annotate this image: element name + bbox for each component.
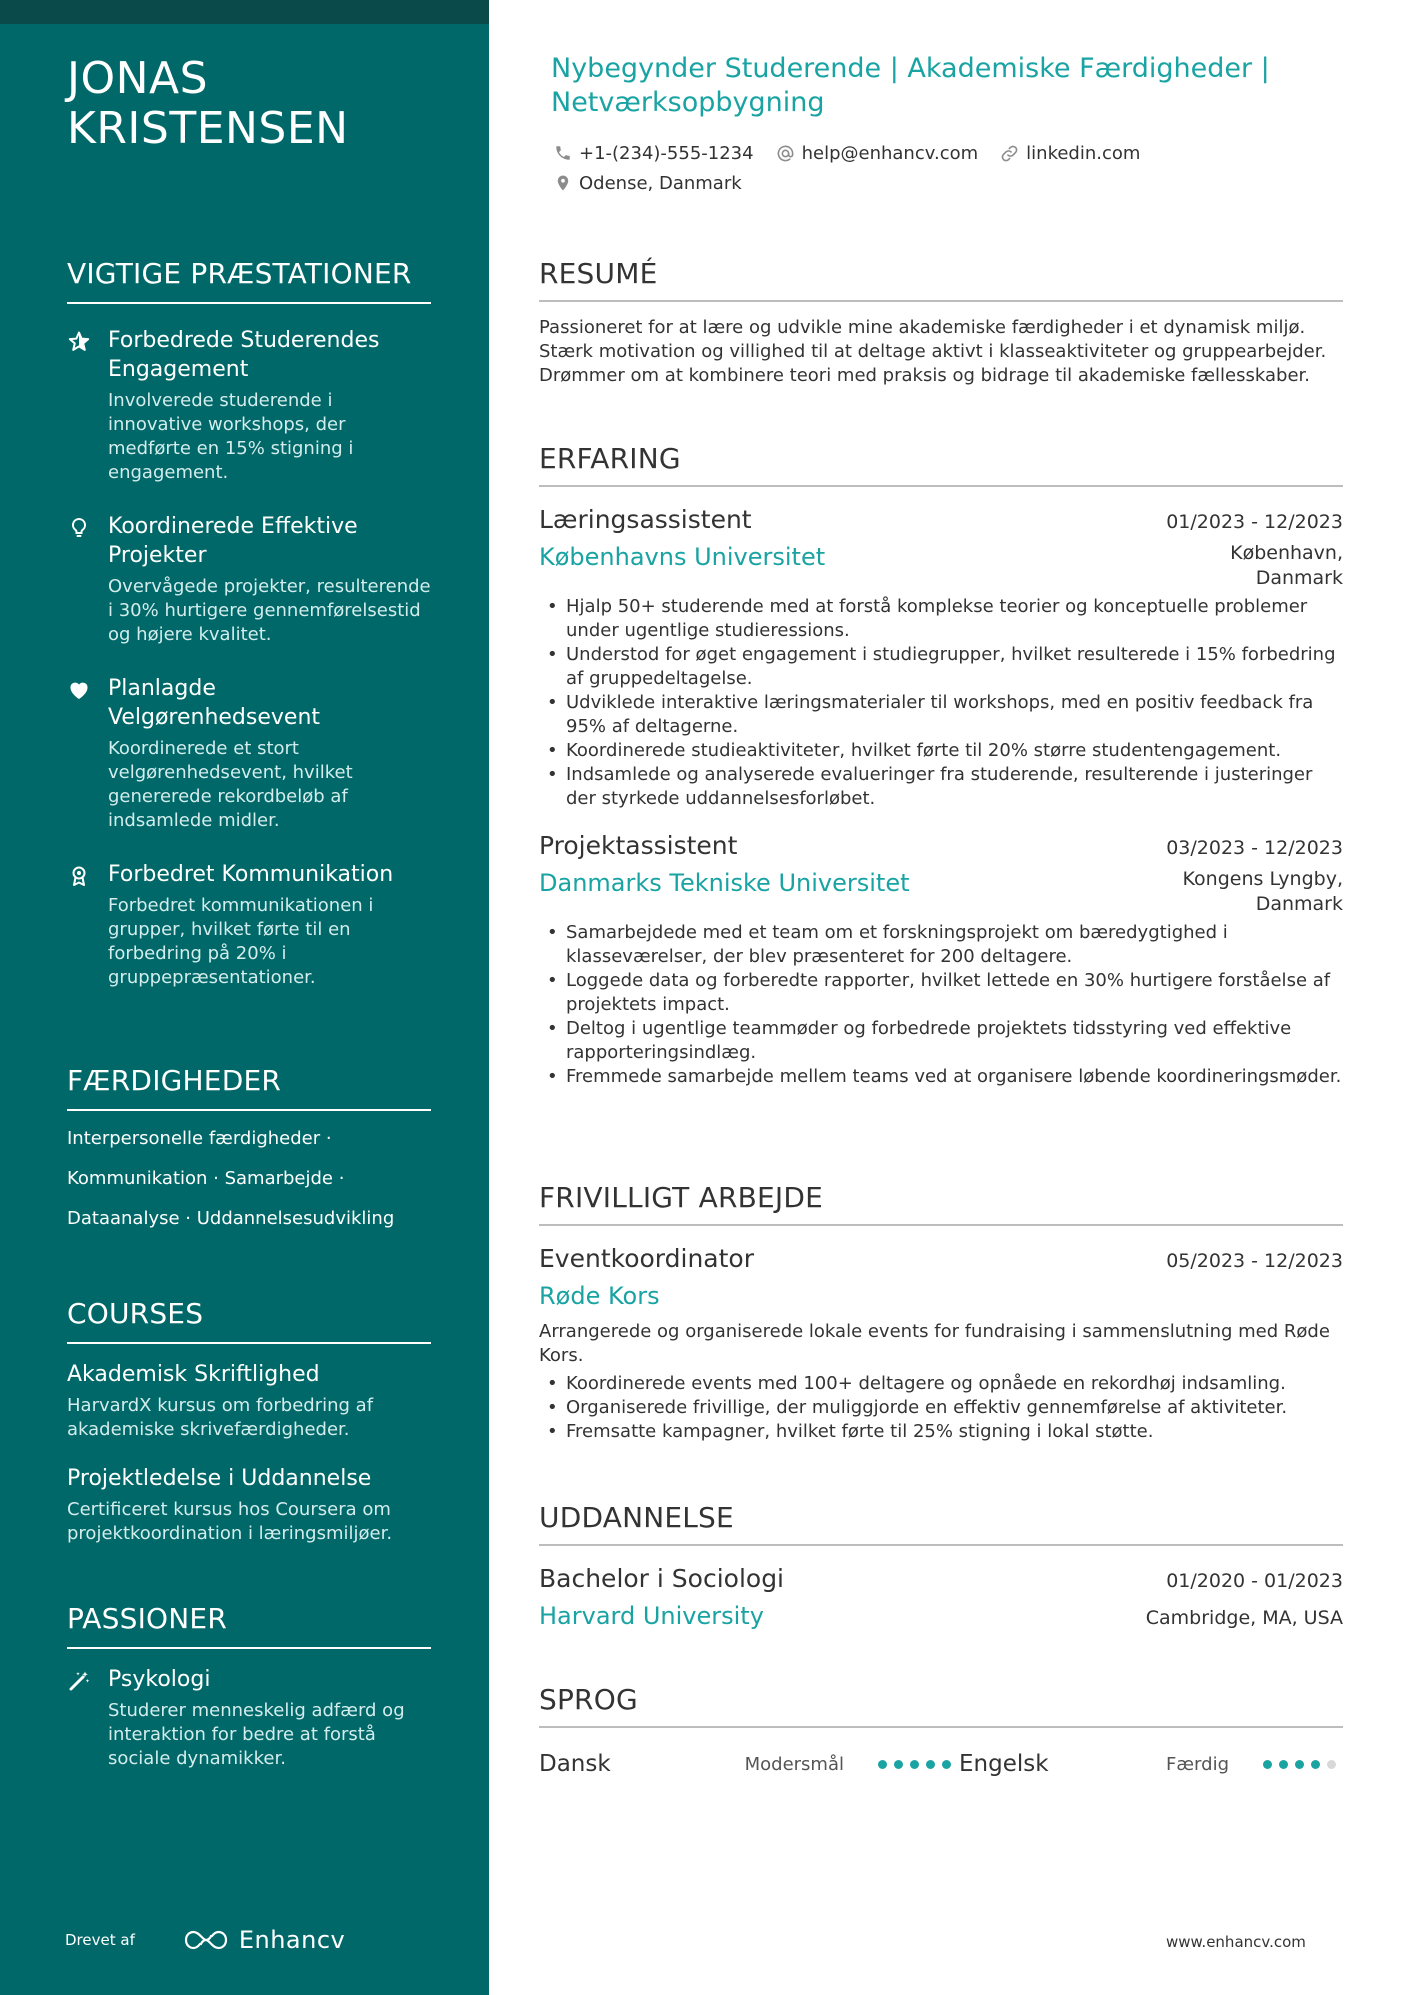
achievement-desc: Koordinerede et stort velgørenhedsevent, hvilket genererede rekordbeløb af indsamlede midler. <box>108 738 353 831</box>
skills-section <box>67 1063 431 1239</box>
rating-dot-filled <box>910 1760 919 1769</box>
volunteer-section <box>539 1180 1343 1444</box>
footer-url[interactable]: www.enhancv.com <box>1166 1933 1306 1951</box>
job-bullets <box>539 921 1343 1089</box>
job-location-line: Kongens Lyngby, <box>1182 868 1343 890</box>
passions-title: PASSIONER <box>67 1601 431 1649</box>
bullet-item: • Hjalp 50+ studerende med at forstå komplekse teorier og konceptuelle problemer under ugentlige studieressions. <box>539 595 1343 643</box>
enhancv-logo-text: Enhancv <box>238 1926 346 1954</box>
sidebar <box>0 0 489 1995</box>
job-organization: Danmarks Tekniske Universitet <box>539 869 910 897</box>
at-icon <box>776 144 795 163</box>
bullet-item: • Organiserede frivillige, der muliggjorde en effektiv gennemførelse af aktiviteter. <box>539 1396 1343 1420</box>
achievements-title: VIGTIGE PRÆSTATIONER <box>67 256 431 304</box>
school: Harvard University <box>539 1602 764 1630</box>
volunteer-date: 05/2023 - 12/2023 <box>1166 1250 1343 1272</box>
language-item <box>539 1751 959 1777</box>
powered-by-label: Drevet af <box>65 1931 135 1949</box>
job-location-line: Danmark <box>1255 893 1343 915</box>
contact-location <box>554 173 742 194</box>
education-title: UDDANNELSE <box>539 1500 1343 1546</box>
course-desc: Certificeret kursus hos Coursera om projektkoordination i læringsmiljøer. <box>67 1499 393 1544</box>
skills-list <box>67 1119 431 1239</box>
skills-title: FÆRDIGHEDER <box>67 1063 431 1111</box>
course-title: Projektledelse i Uddannelse <box>67 1466 372 1491</box>
volunteer-bullets <box>539 1372 1343 1444</box>
education-section <box>539 1500 1343 1632</box>
lightbulb-icon <box>67 516 91 540</box>
education-date: 01/2020 - 01/2023 <box>1166 1570 1343 1592</box>
volunteer-entry <box>539 1242 1343 1444</box>
achievement-item <box>67 326 431 485</box>
bullet-item: • Samarbejdede med et team om et forskningsprojekt om bæredygtighed i klasseværelser, der blev præsenteret for 200 deltagere. <box>539 921 1343 969</box>
email-text: help@enhancv.com <box>801 142 979 164</box>
volunteer-desc: Arrangerede og organiserede lokale events for fundraising i sammenslutning med Røde Kors. <box>539 1321 1330 1366</box>
degree: Bachelor i Sociologi <box>539 1564 785 1593</box>
job-title: Projektassistent <box>539 831 738 860</box>
languages-title: SPROG <box>539 1682 1343 1728</box>
language-rating <box>1263 1760 1343 1769</box>
rating-dot-filled <box>1295 1760 1304 1769</box>
rating-dot-filled <box>878 1760 887 1769</box>
skills-line: Kommunikation · Samarbejde · <box>67 1168 345 1189</box>
powered-by <box>65 1926 345 1954</box>
skills-line: Interpersonelle færdigheder · <box>67 1128 332 1149</box>
achievement-item <box>67 860 431 990</box>
award-icon <box>67 864 91 888</box>
location-pin-icon <box>554 173 572 193</box>
achievement-desc: Overvågede projekter, resulterende i 30% hurtigere gennemførelsestid og højere kvalitet. <box>108 576 431 645</box>
experience-section <box>539 441 1343 1089</box>
job-date: 01/2023 - 12/2023 <box>1166 511 1343 533</box>
summary-text: Passioneret for at lære og udvikle mine akademiske færdigheder i et dynamisk miljø. Stærk motivation og villighed til at deltage aktivt i klasseaktiviteter og gruppearbejder. Drømmer om at kombinere teori med praksis og bidrage til akademiske fællesskaber. <box>539 317 1327 386</box>
bullet-item: • Deltog i ugentlige teammøder og forbedrede projektets tidsstyring ved effektive rapporteringsindlæg. <box>539 1017 1343 1065</box>
course-desc: HarvardX kursus om forbedring af akademiske skrivefærdigheder. <box>67 1395 374 1440</box>
star-icon <box>67 330 91 354</box>
volunteer-title: FRIVILLIGT ARBEJDE <box>539 1180 1343 1226</box>
bullet-item: • Loggede data og forberedte rapporter, hvilket lettede en 30% hurtigere forståelse af projektets impact. <box>539 969 1343 1017</box>
volunteer-organization: Røde Kors <box>539 1282 660 1310</box>
rating-dot-filled <box>942 1760 951 1769</box>
language-level: Færdig <box>1166 1753 1229 1775</box>
bullet-item: • Fremmede samarbejde mellem teams ved at organisere løbende koordineringsmøder. <box>539 1065 1343 1089</box>
languages-section <box>539 1682 1343 1782</box>
course-title: Akademisk Skriftlighed <box>67 1362 320 1387</box>
rating-dot-empty <box>1327 1760 1336 1769</box>
job-location-line: København, <box>1230 542 1343 564</box>
rating-dot-filled <box>1279 1760 1288 1769</box>
location-text: Odense, Danmark <box>579 172 742 194</box>
achievement-title: Planlagde Velgørenhedsevent <box>108 676 321 730</box>
course-item <box>67 1464 431 1546</box>
bullet-item: • Understod for øget engagement i studiegrupper, hvilket resulterede i 15% forbedring af gruppedeltagelse. <box>539 643 1343 691</box>
job-entry <box>539 503 1343 811</box>
bullet-item: • Udviklede interaktive læringsmaterialer til workshops, med en positiv feedback fra 95% af deltagerne. <box>539 691 1343 739</box>
experience-title: ERFARING <box>539 441 1343 487</box>
linkedin-text: linkedin.com <box>1026 142 1141 164</box>
achievement-item <box>67 674 431 833</box>
education-entry <box>539 1562 1343 1632</box>
language-name: Engelsk <box>959 1751 1049 1777</box>
courses-title: COURSES <box>67 1296 431 1344</box>
summary-title: RESUMÉ <box>539 256 1343 302</box>
volunteer-role: Eventkoordinator <box>539 1244 754 1273</box>
bullet-item: • Indsamlede og analyserede evalueringer fra studerende, resulterende i justeringer der styrkede uddannelsesforløbet. <box>539 763 1343 811</box>
bullet-item: • Koordinerede events med 100+ deltagere og opnåede en rekordhøj indsamling. <box>539 1372 1343 1396</box>
rating-dot-filled <box>894 1760 903 1769</box>
job-location <box>1230 541 1343 591</box>
enhancv-logo-icon <box>183 1928 229 1952</box>
phone-text: +1-(234)-555-1234 <box>579 142 754 164</box>
language-name: Dansk <box>539 1751 611 1777</box>
education-location: Cambridge, MA, USA <box>1145 1607 1343 1629</box>
contact-linkedin[interactable] <box>1000 143 1140 164</box>
achievement-item <box>67 512 431 647</box>
achievements-section <box>67 256 431 1017</box>
headline: Nybegynder Studerende | Akademiske Færdigheder | Netværksopbygning <box>551 53 1270 118</box>
skills-line: Dataanalyse · Uddannelsesudvikling <box>67 1208 395 1229</box>
passion-title: Psykologi <box>108 1667 211 1692</box>
language-level: Modersmål <box>744 1753 844 1775</box>
phone-icon <box>554 144 572 162</box>
rating-dot-filled <box>1263 1760 1272 1769</box>
courses-section <box>67 1296 431 1568</box>
language-item <box>959 1751 1343 1777</box>
rating-dot-filled <box>926 1760 935 1769</box>
passions-section <box>67 1601 431 1798</box>
contact-info <box>554 138 1334 198</box>
rating-dot-filled <box>1311 1760 1320 1769</box>
magic-wand-icon <box>67 1669 91 1693</box>
bullet-item: • Koordinerede studieaktiviteter, hvilket førte til 20% større studentengagement. <box>539 739 1343 763</box>
achievement-title: Koordinerede Effektive Projekter <box>108 514 358 568</box>
passion-item <box>67 1665 431 1771</box>
heart-icon <box>67 678 91 702</box>
achievement-desc: Involverede studerende i innovative workshops, der medførte en 15% stigning i engagement. <box>108 390 354 483</box>
language-rating <box>878 1760 958 1769</box>
job-date: 03/2023 - 12/2023 <box>1166 837 1343 859</box>
enhancv-logo[interactable] <box>183 1926 345 1954</box>
achievement-desc: Forbedret kommunikationen i grupper, hvilket førte til en forbedring på 20% i gruppepræsentationer. <box>108 895 374 988</box>
candidate-name: JONAS KRISTENSEN <box>67 53 349 154</box>
link-icon <box>1000 144 1019 163</box>
job-bullets <box>539 595 1343 811</box>
contact-phone[interactable] <box>554 143 754 164</box>
job-location-line: Danmark <box>1255 567 1343 589</box>
sidebar-top-band <box>0 0 489 24</box>
passion-desc: Studerer menneskelig adfærd og interaktion for bedre at forstå sociale dynamikker. <box>108 1700 405 1769</box>
bullet-item: • Fremsatte kampagner, hvilket førte til 25% stigning i lokal støtte. <box>539 1420 1343 1444</box>
summary-section <box>539 256 1343 388</box>
job-title: Læringsassistent <box>539 505 752 534</box>
contact-email[interactable] <box>776 143 979 164</box>
job-organization: Københavns Universitet <box>539 543 826 571</box>
course-item <box>67 1360 431 1442</box>
achievement-title: Forbedrede Studerendes Engagement <box>108 328 380 382</box>
languages-row <box>539 1746 1343 1782</box>
job-location <box>1183 867 1343 917</box>
job-entry <box>539 829 1343 1089</box>
achievement-title: Forbedret Kommunikation <box>108 862 394 887</box>
